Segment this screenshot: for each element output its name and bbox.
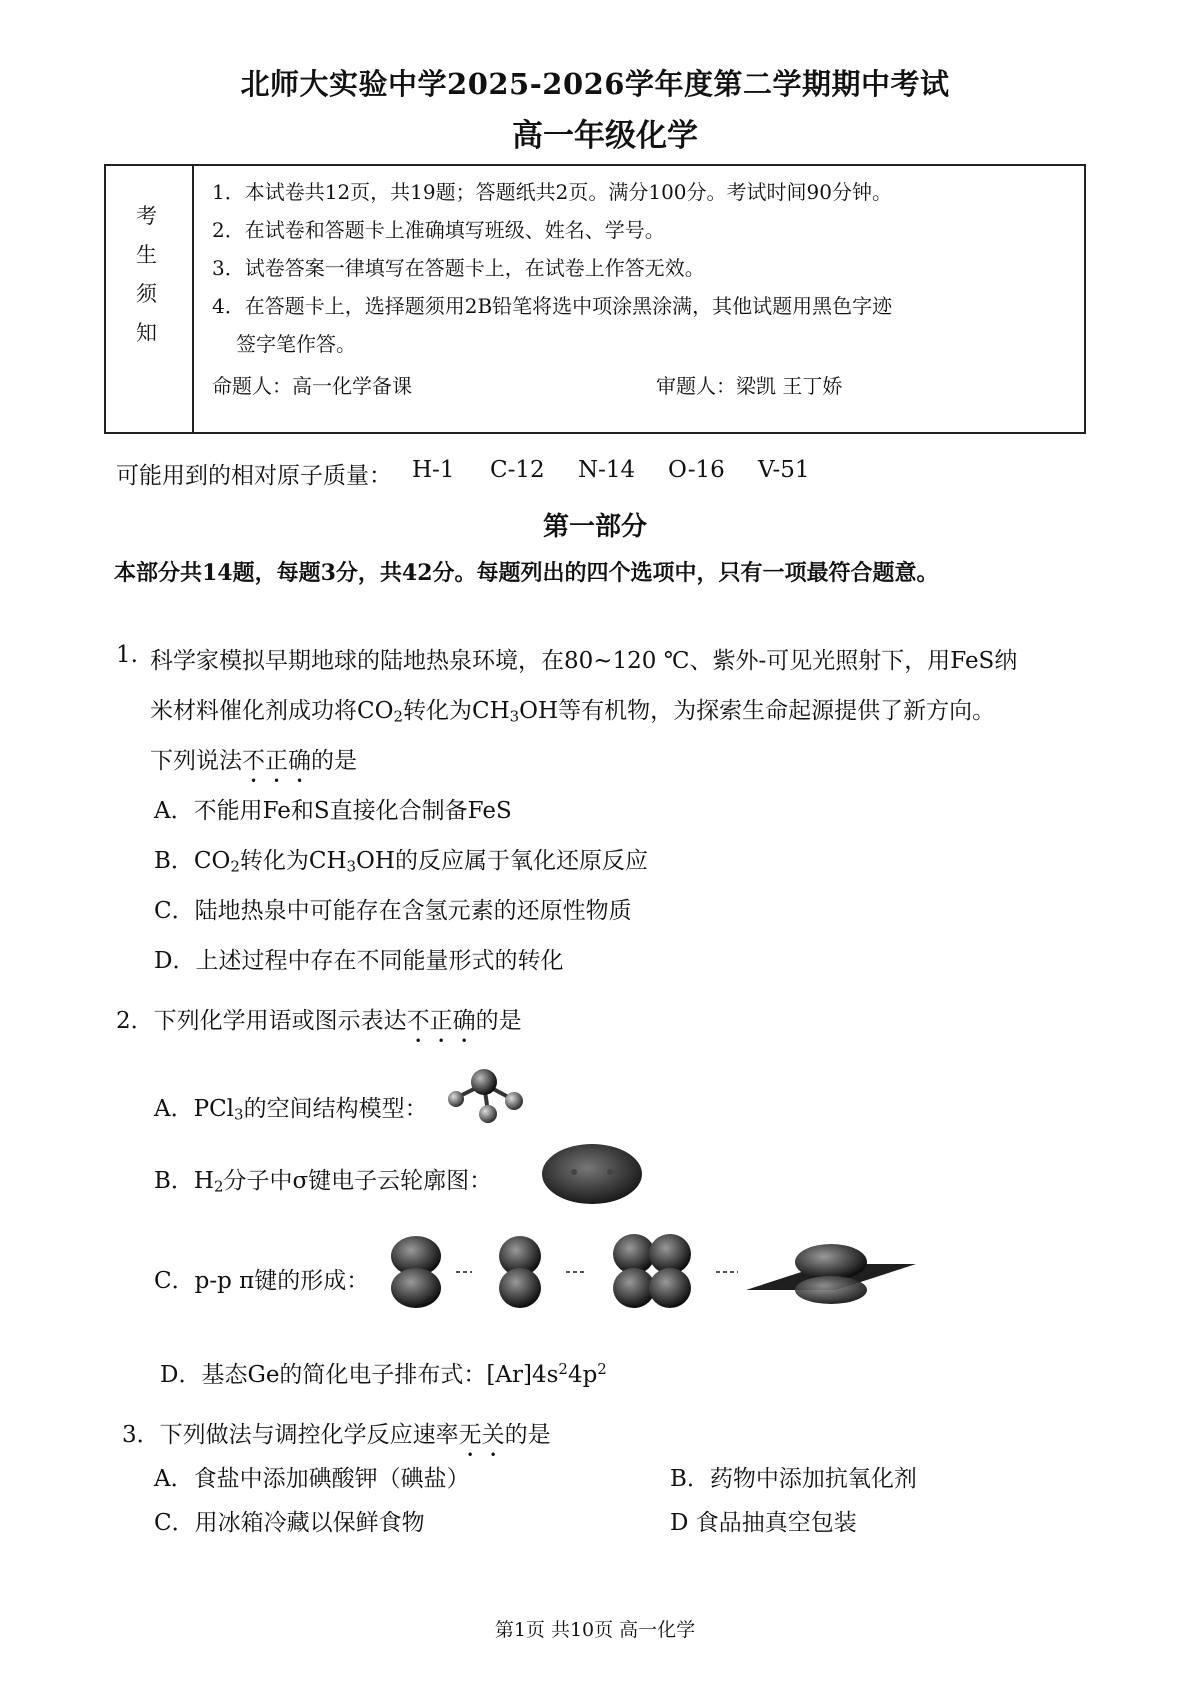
q1-line1: 科学家模拟早期地球的陆地热泉环境，在80~120 ℃、紫外-可见光照射下，用FeS纳 [150,648,1018,674]
atomic-mass-value: H-1 [412,457,455,483]
q3-option-d: D 食品抽真空包装 [670,1510,857,1536]
section-instructions: 本部分共14题，每题3分，共42分。每题列出的四个选项中，只有一项最符合题意。 [114,560,939,586]
h2-sigma-cloud-figure [540,1142,644,1206]
q2-stem-emphasis: 不正确 [406,1008,476,1034]
notice-reviewer: 审题人：梁凯 王丁娇 [656,374,843,398]
notice-item: 1．本试卷共12页，共19题；答题纸共2页。满分100分。考试时间90分钟。 [212,180,892,204]
q1-stem: 下列说法不正确的是 [150,748,357,774]
exam-title: 北师大实验中学2025-2026学年度第二学期期中考试 [240,67,950,101]
notice-label-char: 知 [136,321,157,345]
notice-item: 签字笔作答。 [236,332,356,356]
notice-label-char: 须 [136,282,157,306]
q1-option-d: D．上述过程中存在不同能量形式的转化 [154,948,564,974]
notice-divider [192,164,194,434]
pcl3-model-figure [444,1066,534,1126]
pi-bond-formation-figure [386,1232,926,1312]
q2-option-d: D．基态Ge的简化电子排布式：$[Ar]4s^24p^2$ [160,1359,607,1388]
page-footer: 第1页 共10页 高一化学 [494,1619,696,1641]
q1-option-b: B．$CO_2$转化为$CH_3OH$的反应属于氧化还原反应 [154,848,648,876]
q3-stem: 3．下列做法与调控化学反应速率无关的是 [122,1422,551,1448]
notice-label-char: 生 [136,243,157,267]
notice-label-char: 考 [136,204,157,228]
q3-option-c: C．用冰箱冷藏以保鲜食物 [154,1510,425,1536]
q3-stem-emphasis: 无关 [458,1422,505,1448]
q1-number: 1. [116,642,138,668]
q2-option-a: A．PCl$_3$的空间结构模型： [154,1096,428,1124]
atomic-mass-value: V-51 [758,457,810,483]
q2-option-b: B．$H_2$分子中σ键电子云轮廓图： [154,1168,493,1196]
q2-option-c: C．p-p π键的形成： [154,1268,370,1294]
atomic-mass-value: N-14 [578,457,636,483]
notice-item: 3．试卷答案一律填写在答题卡上，在试卷上作答无效。 [212,256,705,280]
exam-subtitle: 高一年级化学 [512,118,698,154]
q2-stem: 2．下列化学用语或图示表达不正确的是 [116,1008,522,1034]
q1-stem-emphasis: 不正确 [242,748,311,774]
notice-item: 4．在答题卡上，选择题须用2B铅笔将选中项涂黑涂满，其他试题用黑色字迹 [212,294,893,318]
q1-option-a: A．不能用Fe和S直接化合制备FeS [154,798,512,824]
atomic-mass-value: C-12 [490,457,545,483]
q1-line2: 米材料催化剂成功将$CO_2$转化为$CH_3OH$等有机物，为探索生命起源提供了新方向。 [150,698,996,726]
notice-item: 2．在试卷和答题卡上准确填写班级、姓名、学号。 [212,218,665,242]
q3-option-b: B．药物中添加抗氧化剂 [670,1466,917,1492]
q3-option-a: A．食盐中添加碘酸钾（碘盐） [154,1466,470,1492]
q1-option-c: C．陆地热泉中可能存在含氢元素的还原性物质 [154,898,632,924]
atomic-mass-value: O-16 [668,457,725,483]
notice-author: 命题人：高一化学备课 [212,374,412,398]
atomic-mass-label: 可能用到的相对原子质量： [116,463,392,489]
section-heading: 第一部分 [542,512,647,542]
